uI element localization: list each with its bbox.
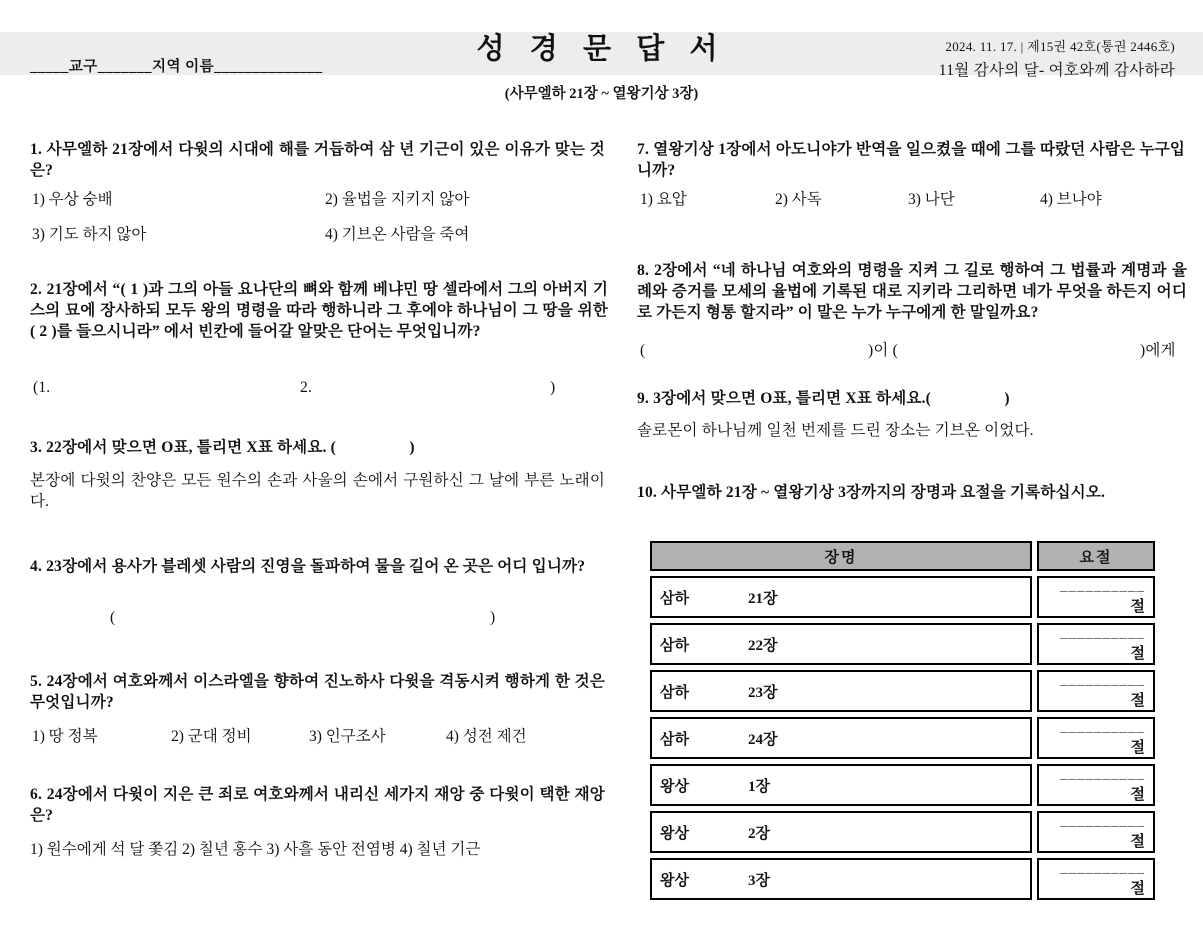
verse-suffix: 절: [1130, 881, 1145, 897]
verse-suffix: 절: [1130, 599, 1145, 615]
chapter-number: 23장: [748, 684, 778, 701]
chapter-number: 22장: [748, 637, 778, 654]
verse-blank-line: __________: [1060, 719, 1145, 735]
question-3-statement: 본장에 다윗의 찬양은 모든 원수의 손과 사울의 손에서 구원하신 그 날에 부른 노래이다.: [30, 472, 605, 510]
question-1-option-2: 2) 율법을 지키지 않아: [325, 191, 470, 208]
question-5-option-2: 2) 군대 정비: [171, 728, 252, 745]
verse-table: [645, 536, 1160, 905]
book-name: 삼하: [660, 637, 689, 654]
table-row: [650, 811, 1155, 853]
question-2-heading: 2. 21장에서 “( 1 )과 그의 아들 요나단의 뼈와 함께 베냐민 땅 셀라에서 그의 아버지 기스의 묘에 장사하되 모두 왕의 명령을 따라 행하니라 그 후에야 하나님이 그 땅을 위한 ( 2 )를 들으시니라” 에서 빈칸에 들어갈 알맞은 단어는 무엇입니까?: [30, 281, 608, 340]
question-1-heading: 1. 사무엘하 21장에서 다윗의 시대에 해를 거듭하여 삼 년 기근이 있은 이유가 맞는 것은?: [30, 141, 605, 179]
book-name: 왕상: [660, 872, 689, 889]
question-8-blank-1: (: [640, 342, 646, 359]
name-fill-line: _____교구_______지역 이름______________: [30, 59, 323, 75]
verse-blank-line: __________: [1060, 860, 1145, 876]
verse-table-header-row: [650, 541, 1155, 571]
question-7-option-4: 4) 브나야: [1040, 191, 1102, 208]
verse-blank-line: __________: [1060, 672, 1145, 688]
question-2-blank-1: (1.: [33, 379, 51, 396]
verse-blank-line: __________: [1060, 578, 1145, 594]
question-1-option-3: 3) 기도 하지 않아: [32, 226, 147, 243]
question-5-heading: 5. 24장에서 여호와께서 이스라엘을 향하여 진노하사 다윗을 격동시켜 행하게 한 것은 무엇입니까?: [30, 673, 605, 711]
question-8-blank-2: )이 (: [868, 342, 898, 359]
verse-suffix: 절: [1130, 646, 1145, 662]
issue-info: [939, 36, 1175, 80]
question-9-heading: 9. 3장에서 맞으면 O표, 틀리면 X표 하세요.( ): [637, 390, 1010, 407]
table-row: [650, 717, 1155, 759]
book-name: 삼하: [660, 590, 689, 607]
chapter-number: 21장: [748, 590, 778, 607]
column-header-chapter: 장명: [650, 541, 1032, 571]
question-7-heading: 7. 열왕기상 1장에서 아도니야가 반역을 일으켰을 때에 그를 따랐던 사람은 누구입니까?: [637, 141, 1185, 179]
question-1-option-1: 1) 우상 숭배: [32, 191, 113, 208]
scripture-range-subtitle: (사무엘하 21장 ~ 열왕기상 3장): [504, 86, 699, 102]
table-row: [650, 858, 1155, 900]
question-1-option-4: 4) 기브온 사람을 죽여: [325, 226, 470, 243]
issue-date: 2024. 11. 17. | 제15권 42호(통권 2446호): [945, 39, 1175, 54]
question-2-blank-2: 2.: [300, 379, 313, 396]
column-header-verse: 요절: [1037, 541, 1155, 571]
question-6-heading: 6. 24장에서 다윗이 지은 큰 죄로 여호와께서 내리신 세가지 재앙 중 다윗이 택한 재앙은?: [30, 786, 605, 824]
question-3-heading: 3. 22장에서 맞으면 O표, 틀리면 X표 하세요. ( ): [30, 439, 415, 456]
verse-blank-line: __________: [1060, 625, 1145, 641]
question-7-option-1: 1) 요압: [640, 191, 687, 208]
table-row: [650, 764, 1155, 806]
question-5-option-1: 1) 땅 정복: [32, 728, 98, 745]
question-10-heading: 10. 사무엘하 21장 ~ 열왕기상 3장까지의 장명과 요절을 기록하십시오.: [637, 484, 1106, 501]
question-6-options-line: 1) 원수에게 석 달 쫓김 2) 칠년 홍수 3) 사흘 동안 전염병 4) 칠년 기근: [30, 841, 481, 858]
table-row: [650, 576, 1155, 618]
question-7-option-3: 3) 나단: [908, 191, 955, 208]
verse-blank-line: __________: [1060, 766, 1145, 782]
question-4-heading: 4. 23장에서 용사가 블레셋 사람의 진영을 돌파하여 물을 길어 온 곳은 어디 입니까?: [30, 558, 586, 575]
chapter-number: 2장: [748, 825, 770, 842]
verse-blank-line: __________: [1060, 813, 1145, 829]
question-2-blank-close: ): [550, 379, 556, 396]
verse-suffix: 절: [1130, 740, 1145, 756]
chapter-number: 1장: [748, 778, 770, 795]
verse-suffix: 절: [1130, 693, 1145, 709]
book-name: 삼하: [660, 684, 689, 701]
question-7-option-2: 2) 사독: [775, 191, 822, 208]
table-row: [650, 670, 1155, 712]
verse-suffix: 절: [1130, 787, 1145, 803]
question-4-blank-close: ): [490, 609, 496, 626]
book-name: 왕상: [660, 825, 689, 842]
book-name: 삼하: [660, 731, 689, 748]
question-5-option-4: 4) 성전 제건: [446, 728, 527, 745]
question-5-option-3: 3) 인구조사: [309, 728, 386, 745]
book-name: 왕상: [660, 778, 689, 795]
chapter-number: 3장: [748, 872, 770, 889]
chapter-number: 24장: [748, 731, 778, 748]
table-row: [650, 623, 1155, 665]
question-8-blank-close: )에게: [1140, 342, 1176, 359]
issue-slogan: 11월 감사의 달- 여호와께 감사하라: [938, 62, 1175, 79]
question-9-statement: 솔로몬이 하나님께 일천 번제를 드린 장소는 기브온 이었다.: [637, 422, 1034, 439]
verse-suffix: 절: [1130, 834, 1145, 850]
question-4-blank-open: (: [110, 609, 116, 626]
page-title: 성 경 문 답 서: [476, 33, 727, 65]
question-8-heading: 8. 2장에서 “네 하나님 여호와의 명령을 지켜 그 길로 행하여 그 법률과 계명과 율례와 증거를 모세의 율법에 기록된 대로 지키라 그리하면 네가 무엇을 하든지 어디로 가든지 형통 할지라” 이 말은 누가 누구에게 한 말일까요?: [637, 262, 1187, 321]
